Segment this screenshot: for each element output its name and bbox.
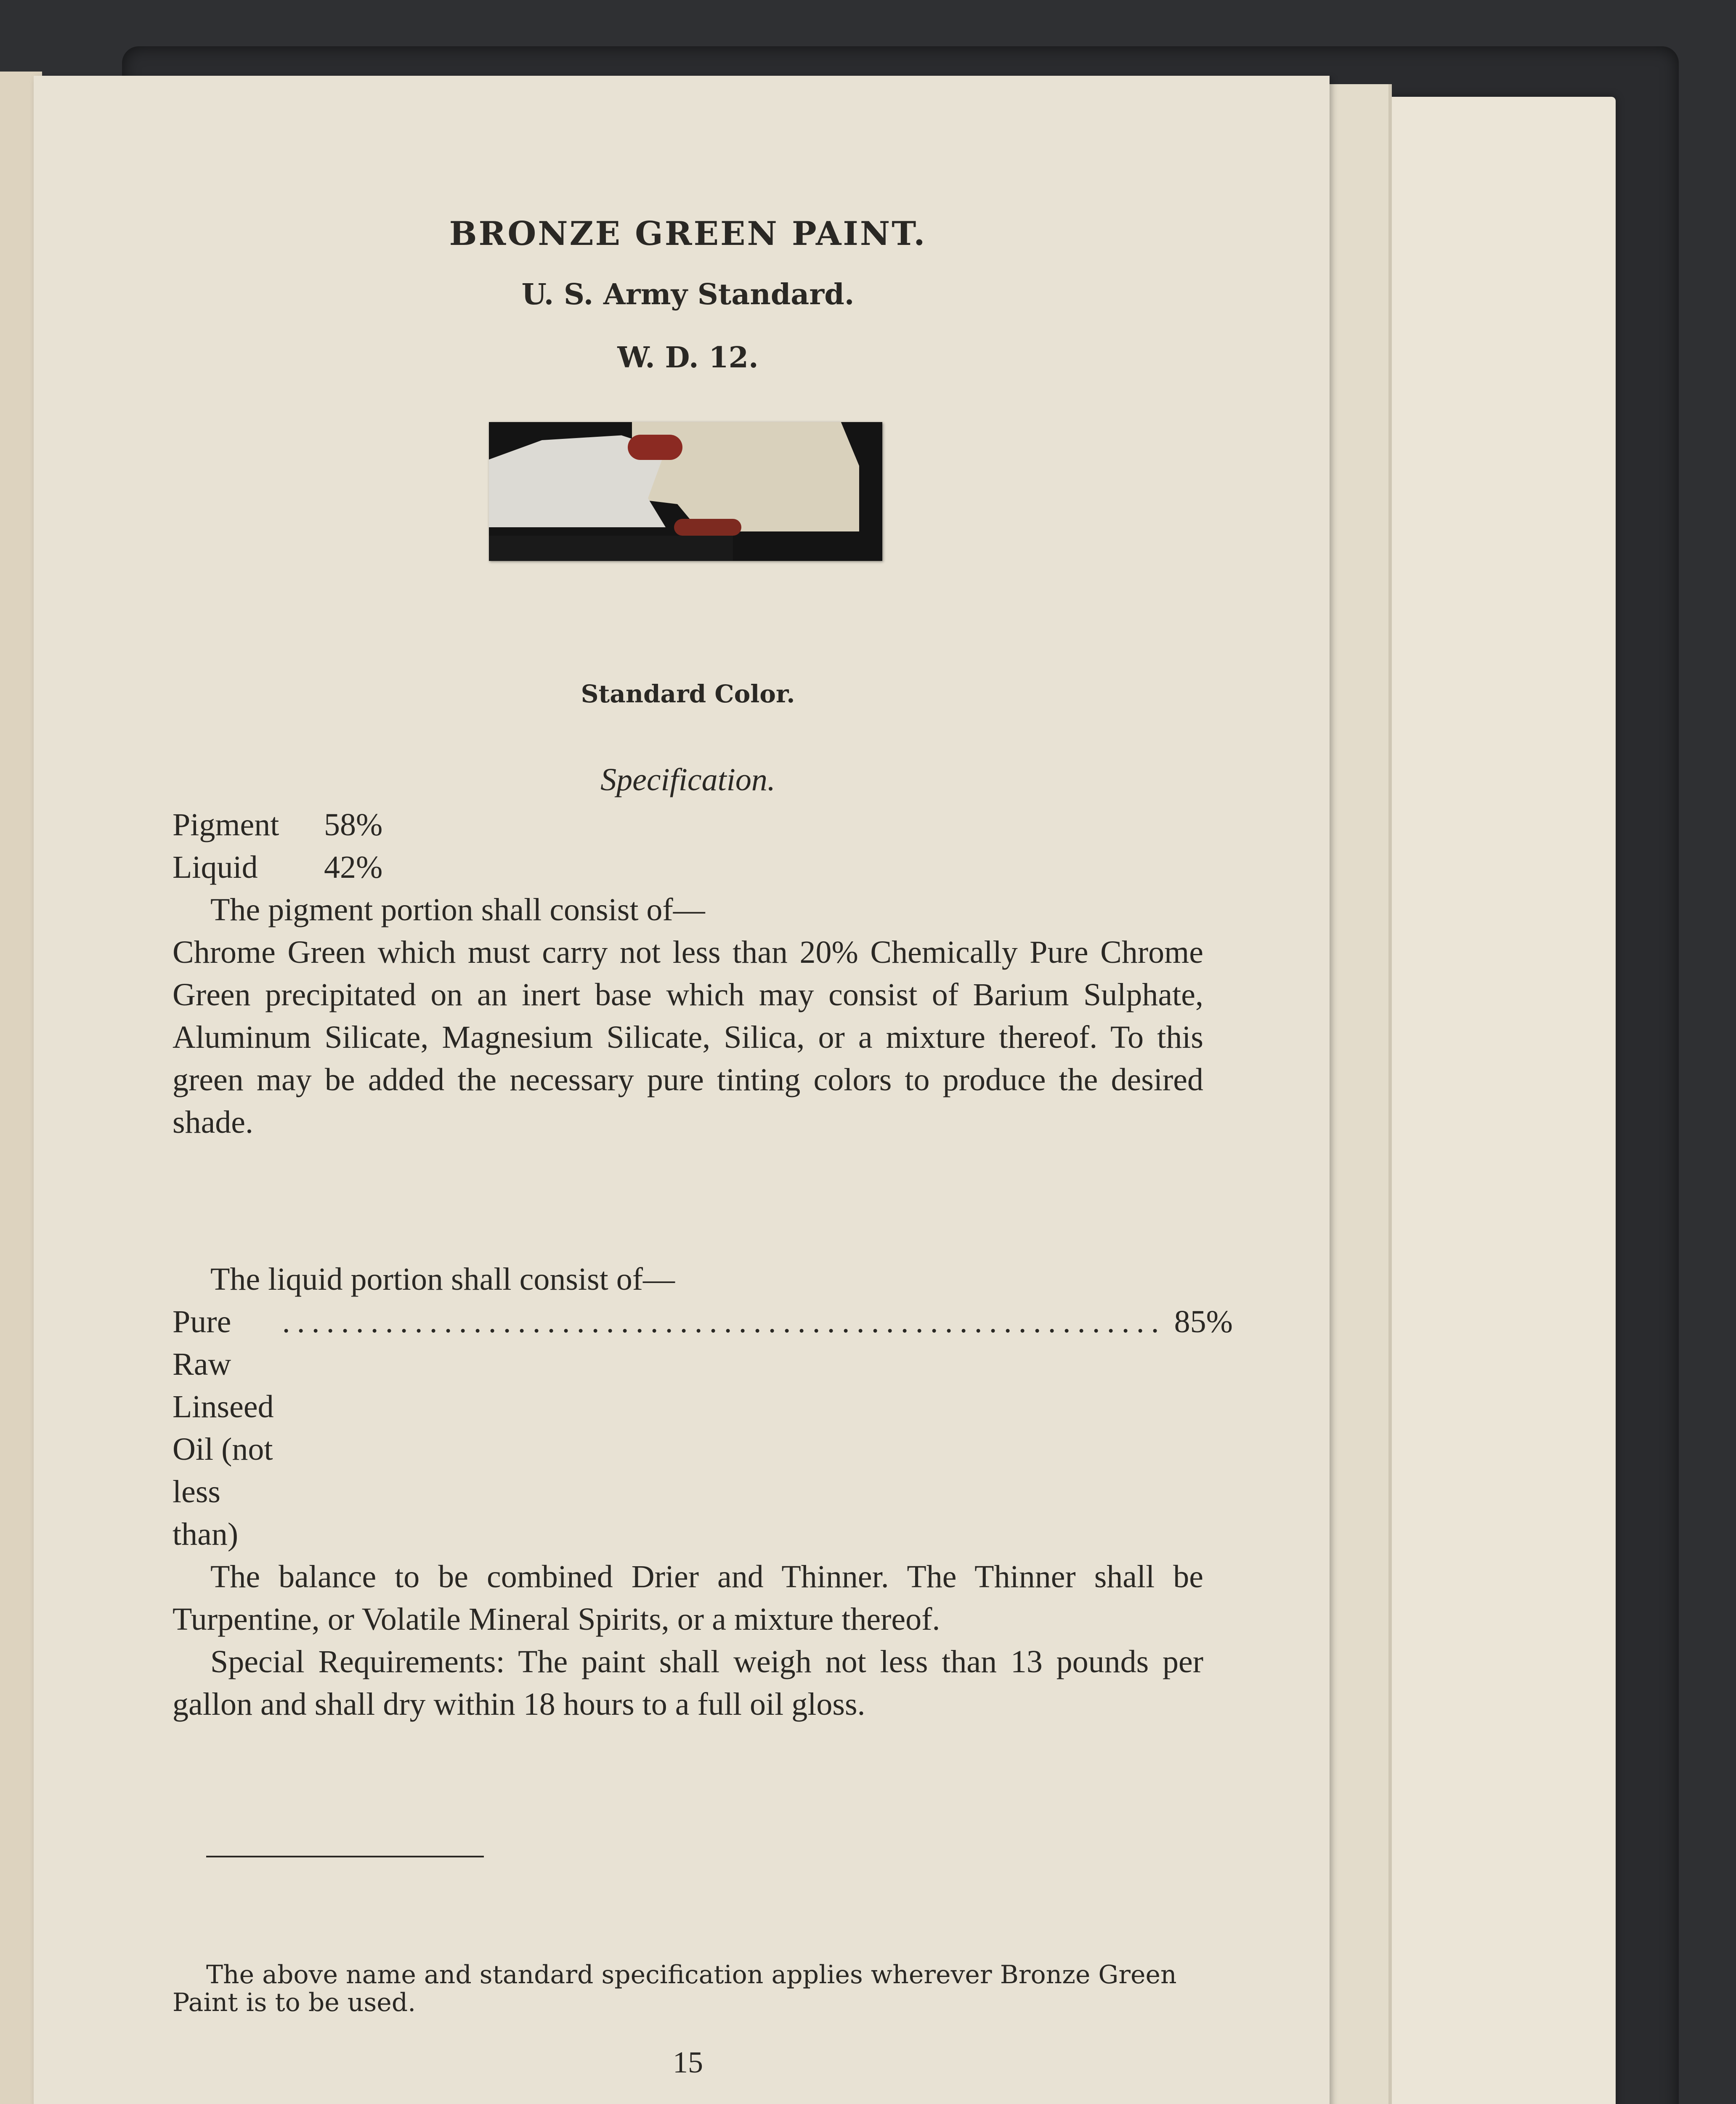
balance-text: The balance to be combined Drier and Thinner. The Thinner shall be Turpentine, or Volatile Mineral Spirits, or a mixture thereof. <box>173 1559 1203 1637</box>
page-number: 15 <box>673 2046 703 2079</box>
liquid-item-value: 85% <box>1174 1304 1233 1339</box>
swatch-caption: Standard Color. <box>581 680 795 708</box>
composition-label: Pigment <box>173 807 279 842</box>
color-swatch <box>489 422 882 561</box>
liquid-section <box>173 1258 1233 1726</box>
liquid-item-row <box>173 1301 1233 1556</box>
specification-body <box>173 804 1203 1144</box>
composition-value: 58% <box>324 807 383 842</box>
leader-dots: ............................................................ <box>282 1304 1166 1339</box>
footnote-divider <box>206 1856 484 1857</box>
page-stack <box>1321 84 1392 2104</box>
page-title: BRONZE GREEN PAINT. <box>449 215 927 253</box>
specification-heading: Specification. <box>600 762 775 797</box>
composition-row <box>173 804 1203 846</box>
pigment-text: Chrome Green which must carry not less than 20% Chemically Pure Chrome Green precipitated on an inert base which may consist of Barium Sulphate, Aluminum Silicate, Magnesium Silicate, Silica, or a mixture thereof. To this green may be added the necessary pure tinting colors to produce the desired shade. <box>173 935 1203 1140</box>
book-page <box>34 76 1330 2104</box>
pigment-intro: The pigment portion shall consist of— <box>210 892 705 927</box>
standard-subtitle: U. S. Army Standard. <box>521 278 855 311</box>
composition-value: 42% <box>324 850 383 885</box>
composition-label: Liquid <box>173 850 258 885</box>
composition-row <box>173 846 1203 889</box>
liquid-item-label: Pure Raw Linseed Oil (not less than) <box>173 1304 274 1552</box>
special-requirements: Special Requirements: The paint shall weigh not less than 13 pounds per gallon and shall dry within 18 hours to a full oil gloss. <box>173 1644 1203 1722</box>
designation-code: W. D. 12. <box>617 341 759 375</box>
footnote-text: The above name and standard specification applies wherever Bronze Green Paint is to be used. <box>173 1960 1177 2017</box>
liquid-intro: The liquid portion shall consist of— <box>210 1262 675 1297</box>
footnote <box>173 1961 1203 2016</box>
